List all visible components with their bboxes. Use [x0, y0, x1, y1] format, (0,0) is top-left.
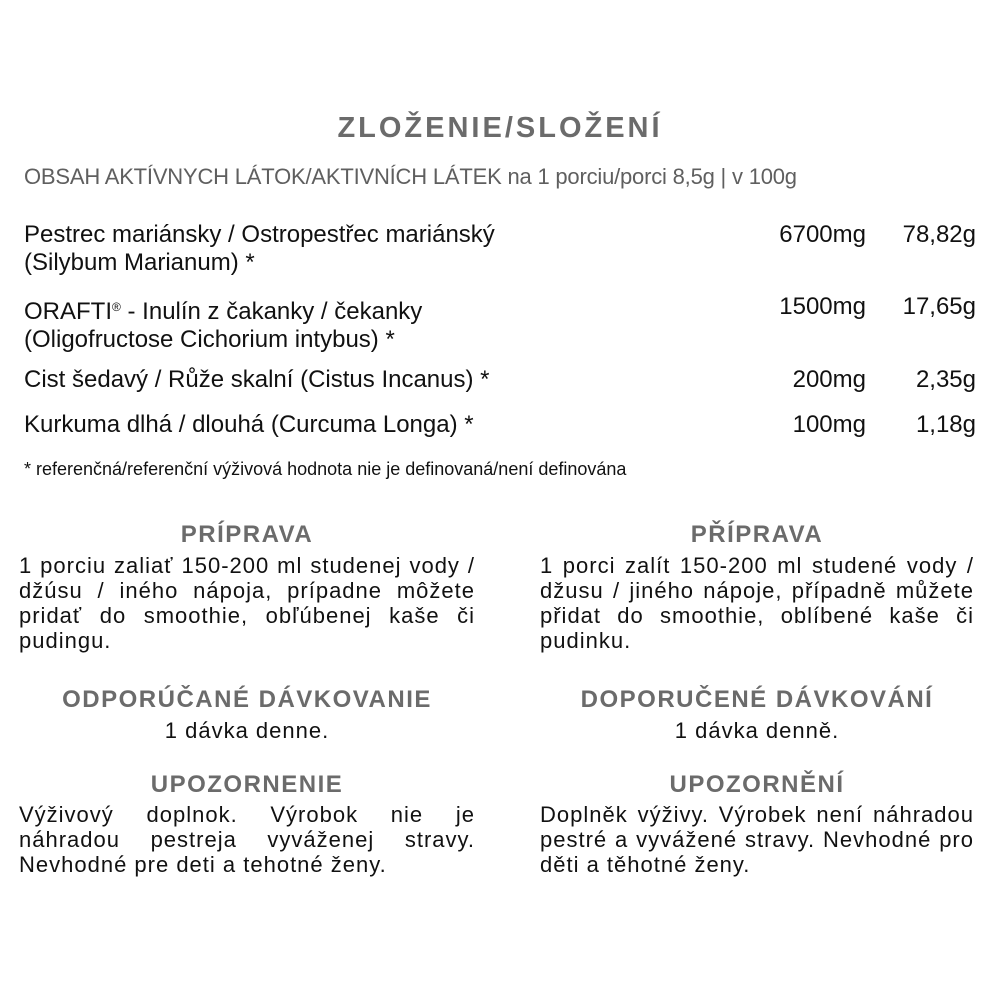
preparation-text: 1 porci zalít 150-200 ml studené vody / džusu / jiného nápoje, případně můžete přidat do smoothie, oblíbené kaše či pudinku.	[540, 553, 974, 653]
warning-heading: UPOZORNENIE	[150, 771, 344, 798]
ingredient-name-line2: (Oligofructose Cichorium intybus) *	[24, 326, 395, 353]
ingredient-amount-per-portion: 6700mg	[779, 221, 866, 248]
active-substances-header: OBSAH AKTÍVNYCH LÁTOK/AKTIVNÍCH LÁTEK na 1 porciu/porci 8,5g | v 100g	[24, 164, 797, 189]
slovak-column	[19, 0, 475, 1000]
ingredient-name-line1: Pestrec mariánsky / Ostropestřec mariánský	[24, 221, 495, 248]
dosage-heading: ODPORÚČANÉ DÁVKOVANIE	[62, 686, 432, 713]
ingredient-amount-per-100g: 2,35g	[915, 366, 976, 393]
warning-text: Výživový doplnok. Výrobok nie je náhradou pestreja vyváženej stravy. Nevhodné pre deti a tehotné ženy.	[19, 802, 475, 877]
ingredient-amount-per-portion: 1500mg	[779, 293, 866, 320]
dosage-text: 1 dávka denně.	[674, 718, 840, 743]
ingredient-amount-per-100g: 78,82g	[902, 221, 976, 248]
dosage-heading: DOPORUČENÉ DÁVKOVÁNÍ	[580, 686, 934, 713]
ingredient-name-line2: (Silybum Marianum) *	[24, 249, 255, 276]
preparation-heading: PŘÍPRAVA	[690, 521, 824, 548]
registered-mark: ®	[112, 300, 121, 314]
reference-value-footnote: * referenčná/referenční výživová hodnota nie je definovaná/není definována	[24, 459, 627, 479]
ingredient-amount-per-100g: 1,18g	[915, 411, 976, 438]
dosage-text: 1 dávka denne.	[164, 718, 330, 743]
composition-title: ZLOŽENIE/SLOŽENÍ	[337, 112, 663, 144]
ingredient-name-line1: - Inulín z čakanky / čekanky	[120, 298, 423, 325]
preparation-heading: PRÍPRAVA	[180, 521, 314, 548]
brand-name: ORAFTI	[24, 298, 112, 325]
ingredient-amount-per-portion: 200mg	[792, 366, 866, 393]
czech-column	[540, 0, 974, 1000]
ingredient-amount-per-portion: 100mg	[792, 411, 866, 438]
warning-heading: UPOZORNĚNÍ	[669, 771, 845, 798]
preparation-text: 1 porciu zaliať 150-200 ml studenej vody / džúsu / iného nápoja, prípadne môžete pridať do smoothie, obľúbenej kaše či pudingu.	[19, 553, 475, 653]
warning-text: Doplněk výživy. Výrobek není náhradou pestré a vyvážené stravy. Nevhodné pro děti a těhotné ženy.	[540, 802, 974, 877]
ingredient-name: Kurkuma dlhá / dlouhá (Curcuma Longa) *	[24, 411, 474, 438]
ingredient-name: Cist šedavý / Růže skalní (Cistus Incanus) *	[24, 366, 490, 393]
ingredient-amount-per-100g: 17,65g	[902, 293, 976, 320]
